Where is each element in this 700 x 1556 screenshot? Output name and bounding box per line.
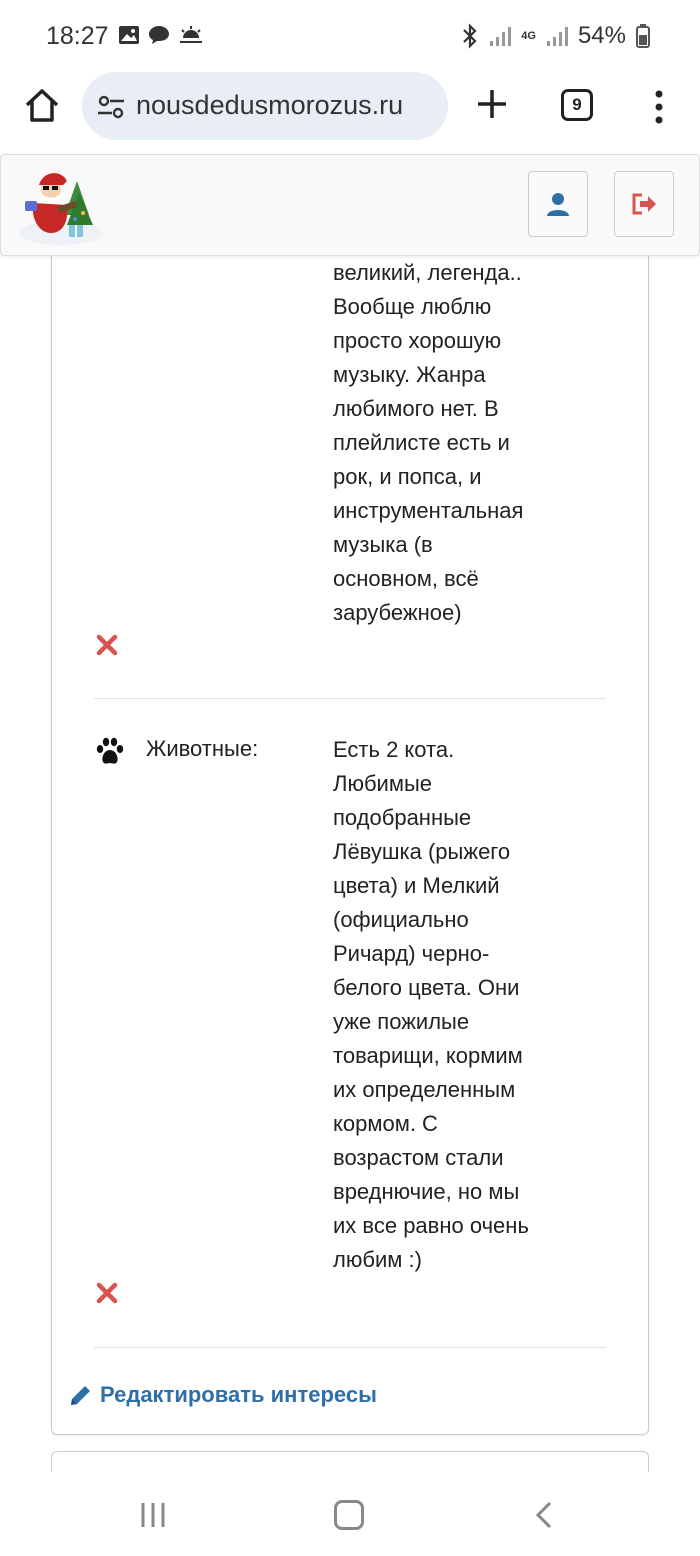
- text-line: великий, легенда..: [333, 260, 522, 285]
- recent-apps-icon[interactable]: [138, 1500, 168, 1530]
- weather-icon: [178, 24, 204, 46]
- home-icon[interactable]: [22, 86, 62, 126]
- battery-icon: [636, 24, 650, 48]
- text-line: Лёвушка (рыжего: [333, 839, 511, 864]
- text-line: (официально: [333, 907, 469, 932]
- browser-toolbar: [0, 72, 700, 154]
- notification-icons: [118, 24, 204, 46]
- paw-icon: [94, 736, 126, 768]
- bluetooth-icon: [461, 23, 479, 49]
- divider: [94, 1347, 606, 1348]
- text-line: любимого нет. В: [333, 396, 499, 421]
- status-time: 18:27: [46, 22, 109, 50]
- text-line: плейлисте есть и: [333, 430, 510, 455]
- divider: [94, 698, 606, 699]
- user-profile-button[interactable]: [528, 171, 588, 237]
- text-line: основном, всё: [333, 566, 479, 591]
- text-line: рок, и попса, и: [333, 464, 482, 489]
- text-line: кормом. С: [333, 1111, 438, 1136]
- delete-icon[interactable]: [96, 634, 118, 656]
- text-line: белого цвета. Они: [333, 975, 520, 1000]
- music-interest-text: [333, 256, 563, 630]
- animals-interest-text: [333, 733, 563, 1277]
- pencil-icon: [68, 1382, 94, 1408]
- animals-label: Животные:: [146, 736, 259, 761]
- text-line: Ричард) черно-: [333, 941, 490, 966]
- url-text: nousdedusmorozus.ru: [136, 90, 404, 120]
- signal-icon: [489, 25, 511, 47]
- image-icon: [118, 24, 140, 46]
- logout-button[interactable]: [614, 171, 674, 237]
- more-vert-icon[interactable]: [652, 90, 666, 124]
- text-line: подобранные: [333, 805, 472, 830]
- text-line: цвета) и Мелкий: [333, 873, 500, 898]
- text-line: Вообще люблю: [333, 294, 492, 319]
- site-settings-icon[interactable]: [96, 92, 126, 122]
- text-line: зарубежное): [333, 600, 462, 625]
- logout-icon: [630, 192, 658, 216]
- back-icon[interactable]: [534, 1500, 554, 1530]
- chat-icon: [148, 24, 170, 46]
- text-line: музыку. Жанра: [333, 362, 486, 387]
- text-line: вреднючие, но мы: [333, 1179, 520, 1204]
- text-line: возрастом стали: [333, 1145, 504, 1170]
- delete-icon[interactable]: [96, 1282, 118, 1304]
- text-line: их определенным: [333, 1077, 516, 1102]
- santa-logo[interactable]: [17, 163, 117, 247]
- plus-icon[interactable]: [474, 86, 510, 122]
- battery-percent: 54%: [577, 22, 626, 49]
- text-line: инструментальная: [333, 498, 524, 523]
- text-line: любим :): [333, 1247, 422, 1272]
- system-icons: [461, 22, 650, 50]
- text-line: Есть 2 кота.: [333, 737, 455, 762]
- user-icon: [545, 191, 571, 217]
- system-nav-bar: [0, 1472, 700, 1556]
- site-header: [0, 154, 700, 256]
- home-nav-icon[interactable]: [334, 1500, 364, 1530]
- address-bar[interactable]: [82, 72, 448, 140]
- text-line: Любимые: [333, 771, 432, 796]
- text-line: уже пожилые: [333, 1009, 470, 1034]
- text-line: музыка (в: [333, 532, 433, 557]
- text-line: товарищи, кормим: [333, 1043, 523, 1068]
- text-line: их все равно очень: [333, 1213, 529, 1238]
- tab-switcher-button[interactable]: 9: [561, 89, 593, 121]
- signal-icon-2: [546, 25, 568, 47]
- text-line: просто хорошую: [333, 328, 502, 353]
- edit-interests-label: Редактировать интересы: [100, 1382, 377, 1407]
- status-bar: [0, 0, 700, 72]
- network-type: 4G: [521, 29, 536, 42]
- edit-interests-link[interactable]: [68, 1382, 377, 1408]
